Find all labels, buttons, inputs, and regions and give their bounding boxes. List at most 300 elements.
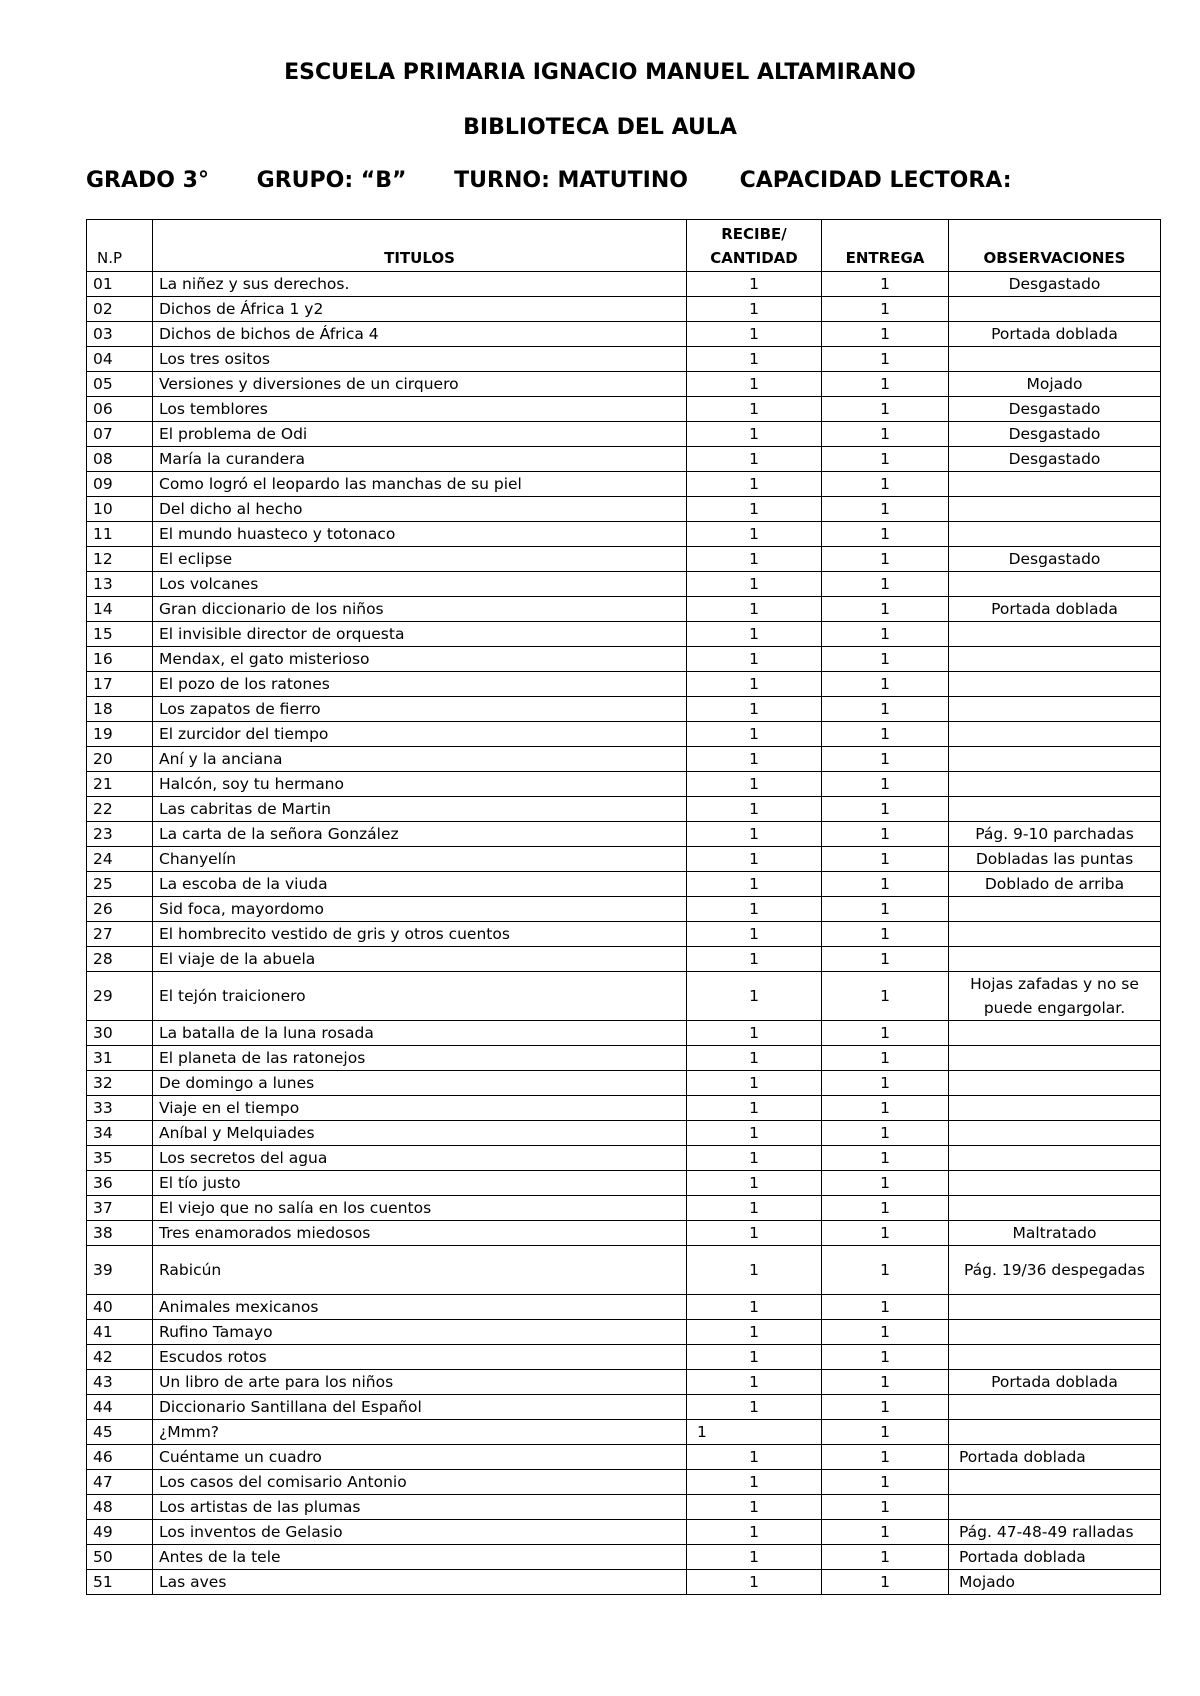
book-title: Halcón, soy tu hermano: [153, 772, 687, 797]
row-number: 07: [87, 422, 153, 447]
table-row: [87, 472, 1161, 497]
table-row: [87, 1495, 1161, 1520]
observation-cell: [949, 1146, 1161, 1171]
delivery-cell: 1: [822, 772, 949, 797]
row-number: 46: [87, 1445, 153, 1470]
observation-cell: [949, 722, 1161, 747]
quantity-cell: 1: [687, 1445, 822, 1470]
observation-cell: [949, 672, 1161, 697]
delivery-cell: 1: [822, 872, 949, 897]
row-number: 30: [87, 1021, 153, 1046]
observation-cell: Pág. 19/36 despegadas: [949, 1246, 1161, 1295]
row-number: 44: [87, 1395, 153, 1420]
book-title: Escudos rotos: [153, 1345, 687, 1370]
quantity-cell: 1: [687, 322, 822, 347]
book-title: El eclipse: [153, 547, 687, 572]
delivery-cell: 1: [822, 1046, 949, 1071]
table-row: [87, 922, 1161, 947]
quantity-cell: 1: [687, 1096, 822, 1121]
book-title: Los secretos del agua: [153, 1146, 687, 1171]
delivery-cell: 1: [822, 922, 949, 947]
class-info: [86, 168, 1012, 193]
row-number: 12: [87, 547, 153, 572]
quantity-cell: 1: [687, 897, 822, 922]
observation-cell: [949, 1046, 1161, 1071]
observation-cell: [949, 947, 1161, 972]
row-number: 20: [87, 747, 153, 772]
quantity-cell: 1: [687, 1470, 822, 1495]
quantity-cell: 1: [687, 1146, 822, 1171]
observation-cell: [949, 1395, 1161, 1420]
table-row: [87, 1395, 1161, 1420]
book-title: Los artistas de las plumas: [153, 1495, 687, 1520]
delivery-cell: 1: [822, 322, 949, 347]
row-number: 35: [87, 1146, 153, 1171]
col-observations-header: OBSERVACIONES: [949, 220, 1161, 272]
observation-cell: [949, 647, 1161, 672]
row-number: 42: [87, 1345, 153, 1370]
observation-cell: [949, 1345, 1161, 1370]
observation-cell: Dobladas las puntas: [949, 847, 1161, 872]
delivery-cell: 1: [822, 297, 949, 322]
table-row: [87, 1545, 1161, 1570]
row-number: 06: [87, 397, 153, 422]
table-row: [87, 322, 1161, 347]
table-row: [87, 1370, 1161, 1395]
observation-cell: [949, 1420, 1161, 1445]
observation-cell: [949, 1021, 1161, 1046]
delivery-cell: 1: [822, 1071, 949, 1096]
quantity-cell: 1: [687, 1545, 822, 1570]
book-title: María la curandera: [153, 447, 687, 472]
row-number: 43: [87, 1370, 153, 1395]
table-row: [87, 1320, 1161, 1345]
quantity-cell: 1: [687, 297, 822, 322]
table-row: [87, 847, 1161, 872]
row-number: 36: [87, 1171, 153, 1196]
observation-cell: Pág. 47-48-49 ralladas: [949, 1520, 1161, 1545]
quantity-cell: 1: [687, 1370, 822, 1395]
table-row: [87, 1246, 1161, 1295]
table-row: [87, 372, 1161, 397]
delivery-cell: 1: [822, 1345, 949, 1370]
quantity-cell: 1: [687, 397, 822, 422]
book-title: Los inventos de Gelasio: [153, 1520, 687, 1545]
quantity-cell: 1: [687, 1221, 822, 1246]
row-number: 32: [87, 1071, 153, 1096]
table-row: [87, 522, 1161, 547]
quantity-cell: 1: [687, 1345, 822, 1370]
table-row: [87, 697, 1161, 722]
quantity-cell: 1: [687, 1295, 822, 1320]
quantity-cell: 1: [687, 922, 822, 947]
row-number: 24: [87, 847, 153, 872]
row-number: 17: [87, 672, 153, 697]
table-row: [87, 1221, 1161, 1246]
delivery-cell: 1: [822, 1121, 949, 1146]
quantity-cell: 1: [687, 872, 822, 897]
row-number: 27: [87, 922, 153, 947]
observation-cell: [949, 347, 1161, 372]
capacidad-label: CAPACIDAD LECTORA:: [739, 168, 1012, 193]
book-title: La niñez y sus derechos.: [153, 272, 687, 297]
delivery-cell: 1: [822, 1495, 949, 1520]
observation-cell: Desgastado: [949, 422, 1161, 447]
book-title: El mundo huasteco y totonaco: [153, 522, 687, 547]
table-row: [87, 547, 1161, 572]
observation-cell: [949, 472, 1161, 497]
book-title: Aníbal y Melquiades: [153, 1121, 687, 1146]
observation-cell: [949, 897, 1161, 922]
book-title: De domingo a lunes: [153, 1071, 687, 1096]
book-title: Sid foca, mayordomo: [153, 897, 687, 922]
quantity-cell: 1: [687, 722, 822, 747]
observation-cell: Doblado de arriba: [949, 872, 1161, 897]
book-title: Antes de la tele: [153, 1545, 687, 1570]
delivery-cell: 1: [822, 572, 949, 597]
delivery-cell: 1: [822, 1545, 949, 1570]
observation-cell: [949, 1470, 1161, 1495]
table-row: [87, 447, 1161, 472]
row-number: 22: [87, 797, 153, 822]
quantity-cell: 1: [687, 622, 822, 647]
quantity-cell: 1: [687, 1021, 822, 1046]
table-row: [87, 797, 1161, 822]
row-number: 23: [87, 822, 153, 847]
quantity-cell: 1: [687, 672, 822, 697]
quantity-cell: 1: [687, 847, 822, 872]
row-number: 45: [87, 1420, 153, 1445]
quantity-cell: 1: [687, 1196, 822, 1221]
observation-cell: Maltratado: [949, 1221, 1161, 1246]
book-title: Mendax, el gato misterioso: [153, 647, 687, 672]
delivery-cell: 1: [822, 1196, 949, 1221]
book-title: Los casos del comisario Antonio: [153, 1470, 687, 1495]
table-row: [87, 1295, 1161, 1320]
observation-cell: [949, 772, 1161, 797]
book-title: Gran diccionario de los niños: [153, 597, 687, 622]
row-number: 33: [87, 1096, 153, 1121]
quantity-cell: 1: [687, 472, 822, 497]
observation-cell: [949, 747, 1161, 772]
table-row: [87, 947, 1161, 972]
book-title: La carta de la señora González: [153, 822, 687, 847]
observation-cell: [949, 797, 1161, 822]
observation-cell: Pág. 9-10 parchadas: [949, 822, 1161, 847]
delivery-cell: 1: [822, 472, 949, 497]
book-title: Rufino Tamayo: [153, 1320, 687, 1345]
delivery-cell: 1: [822, 522, 949, 547]
quantity-cell: 1: [687, 1171, 822, 1196]
quantity-cell: 1: [687, 1395, 822, 1420]
library-title: BIBLIOTECA DEL AULA: [463, 115, 737, 140]
quantity-cell: 1: [687, 647, 822, 672]
delivery-cell: 1: [822, 397, 949, 422]
quantity-cell: 1: [687, 697, 822, 722]
delivery-cell: 1: [822, 747, 949, 772]
observation-cell: [949, 1096, 1161, 1121]
observation-cell: [949, 522, 1161, 547]
table-row: [87, 822, 1161, 847]
row-number: 39: [87, 1246, 153, 1295]
book-title: Versiones y diversiones de un cirquero: [153, 372, 687, 397]
book-title: Rabicún: [153, 1246, 687, 1295]
row-number: 13: [87, 572, 153, 597]
quantity-cell: 1: [687, 1570, 822, 1595]
observation-cell: Portada doblada: [949, 1445, 1161, 1470]
row-number: 26: [87, 897, 153, 922]
book-title: Los tres ositos: [153, 347, 687, 372]
row-number: 38: [87, 1221, 153, 1246]
book-title: Diccionario Santillana del Español: [153, 1395, 687, 1420]
table-row: [87, 1196, 1161, 1221]
book-title: Un libro de arte para los niños: [153, 1370, 687, 1395]
table-row: [87, 347, 1161, 372]
table-row: [87, 1445, 1161, 1470]
delivery-cell: 1: [822, 972, 949, 1021]
row-number: 28: [87, 947, 153, 972]
quantity-cell: 1: [687, 497, 822, 522]
table-row: [87, 747, 1161, 772]
book-title: El pozo de los ratones: [153, 672, 687, 697]
row-number: 19: [87, 722, 153, 747]
delivery-cell: 1: [822, 1370, 949, 1395]
quantity-cell: 1: [687, 1046, 822, 1071]
delivery-cell: 1: [822, 422, 949, 447]
table-row: [87, 1570, 1161, 1595]
book-title: El tío justo: [153, 1171, 687, 1196]
observation-cell: Portada doblada: [949, 322, 1161, 347]
col-np-header: N.P: [87, 220, 153, 272]
table-row: [87, 297, 1161, 322]
row-number: 48: [87, 1495, 153, 1520]
table-row: [87, 622, 1161, 647]
delivery-cell: 1: [822, 547, 949, 572]
quantity-cell: 1: [687, 422, 822, 447]
table-row: [87, 1171, 1161, 1196]
row-number: 10: [87, 497, 153, 522]
table-row: [87, 972, 1161, 1021]
delivery-cell: 1: [822, 1520, 949, 1545]
quantity-cell: 1: [687, 547, 822, 572]
row-number: 21: [87, 772, 153, 797]
quantity-cell: 1: [687, 1495, 822, 1520]
book-title: El problema de Odi: [153, 422, 687, 447]
book-title: La batalla de la luna rosada: [153, 1021, 687, 1046]
school-title: ESCUELA PRIMARIA IGNACIO MANUEL ALTAMIRANO: [284, 60, 916, 85]
delivery-cell: 1: [822, 447, 949, 472]
row-number: 25: [87, 872, 153, 897]
row-number: 34: [87, 1121, 153, 1146]
delivery-cell: 1: [822, 1395, 949, 1420]
table-row: [87, 647, 1161, 672]
delivery-cell: 1: [822, 272, 949, 297]
observation-cell: [949, 297, 1161, 322]
delivery-cell: 1: [822, 1295, 949, 1320]
table-row: [87, 1096, 1161, 1121]
row-number: 29: [87, 972, 153, 1021]
row-number: 08: [87, 447, 153, 472]
delivery-cell: 1: [822, 597, 949, 622]
delivery-cell: 1: [822, 1470, 949, 1495]
book-title: El planeta de las ratonejos: [153, 1046, 687, 1071]
library-table: [86, 219, 1161, 1595]
observation-cell: [949, 622, 1161, 647]
quantity-cell: 1: [687, 347, 822, 372]
row-number: 05: [87, 372, 153, 397]
book-title: Viaje en el tiempo: [153, 1096, 687, 1121]
row-number: 01: [87, 272, 153, 297]
quantity-cell: 1: [687, 447, 822, 472]
quantity-cell: 1: [687, 1520, 822, 1545]
book-title: Cuéntame un cuadro: [153, 1445, 687, 1470]
observation-cell: Portada doblada: [949, 597, 1161, 622]
table-row: [87, 1345, 1161, 1370]
delivery-cell: 1: [822, 1445, 949, 1470]
book-title: Del dicho al hecho: [153, 497, 687, 522]
quantity-cell: 1: [687, 372, 822, 397]
quantity-cell: 1: [687, 272, 822, 297]
row-number: 51: [87, 1570, 153, 1595]
book-title: La escoba de la viuda: [153, 872, 687, 897]
table-row: [87, 1470, 1161, 1495]
table-row: [87, 1021, 1161, 1046]
table-row: [87, 722, 1161, 747]
book-title: Los zapatos de fierro: [153, 697, 687, 722]
row-number: 40: [87, 1295, 153, 1320]
table-row: [87, 897, 1161, 922]
book-title: El viejo que no salía en los cuentos: [153, 1196, 687, 1221]
grupo-label: GRUPO: “B”: [256, 168, 407, 193]
delivery-cell: 1: [822, 697, 949, 722]
row-number: 31: [87, 1046, 153, 1071]
table-row: [87, 497, 1161, 522]
delivery-cell: 1: [822, 722, 949, 747]
table-row: [87, 1420, 1161, 1445]
table-row: [87, 572, 1161, 597]
row-number: 09: [87, 472, 153, 497]
delivery-cell: 1: [822, 1420, 949, 1445]
quantity-cell: 1: [687, 797, 822, 822]
table-row: [87, 1520, 1161, 1545]
quantity-cell: 1: [687, 772, 822, 797]
table-row: [87, 422, 1161, 447]
delivery-cell: 1: [822, 1096, 949, 1121]
observation-cell: [949, 1071, 1161, 1096]
quantity-cell: 1: [687, 947, 822, 972]
quantity-cell: 1: [687, 1320, 822, 1345]
book-title: Los temblores: [153, 397, 687, 422]
observation-cell: Desgastado: [949, 272, 1161, 297]
observation-cell: [949, 497, 1161, 522]
row-number: 04: [87, 347, 153, 372]
observation-cell: [949, 1121, 1161, 1146]
observation-cell: [949, 1495, 1161, 1520]
row-number: 47: [87, 1470, 153, 1495]
table-row: [87, 672, 1161, 697]
observation-cell: [949, 572, 1161, 597]
quantity-cell: 1: [687, 1071, 822, 1096]
table-row: [87, 397, 1161, 422]
delivery-cell: 1: [822, 1246, 949, 1295]
delivery-cell: 1: [822, 1570, 949, 1595]
row-number: 37: [87, 1196, 153, 1221]
delivery-cell: 1: [822, 1021, 949, 1046]
col-delivery-header: ENTREGA: [822, 220, 949, 272]
observation-cell: Portada doblada: [949, 1370, 1161, 1395]
delivery-cell: 1: [822, 847, 949, 872]
observation-cell: [949, 697, 1161, 722]
delivery-cell: 1: [822, 822, 949, 847]
row-number: 02: [87, 297, 153, 322]
observation-cell: [949, 1320, 1161, 1345]
row-number: 50: [87, 1545, 153, 1570]
row-number: 49: [87, 1520, 153, 1545]
row-number: 16: [87, 647, 153, 672]
table-row: [87, 872, 1161, 897]
quantity-cell: 1: [687, 972, 822, 1021]
row-number: 03: [87, 322, 153, 347]
delivery-cell: 1: [822, 797, 949, 822]
table-row: [87, 272, 1161, 297]
book-title: Las aves: [153, 1570, 687, 1595]
book-title: Las cabritas de Martin: [153, 797, 687, 822]
quantity-cell: 1: [687, 1246, 822, 1295]
delivery-cell: 1: [822, 1171, 949, 1196]
delivery-cell: 1: [822, 347, 949, 372]
book-title: Dichos de bichos de África 4: [153, 322, 687, 347]
book-title: El invisible director de orquesta: [153, 622, 687, 647]
observation-cell: [949, 1171, 1161, 1196]
book-title: Aní y la anciana: [153, 747, 687, 772]
observation-cell: Mojado: [949, 372, 1161, 397]
observation-cell: Mojado: [949, 1570, 1161, 1595]
observation-cell: [949, 1196, 1161, 1221]
delivery-cell: 1: [822, 947, 949, 972]
observation-cell: [949, 922, 1161, 947]
book-title: El hombrecito vestido de gris y otros cuentos: [153, 922, 687, 947]
delivery-cell: 1: [822, 1221, 949, 1246]
row-number: 41: [87, 1320, 153, 1345]
book-title: Chanyelín: [153, 847, 687, 872]
delivery-cell: 1: [822, 372, 949, 397]
delivery-cell: 1: [822, 497, 949, 522]
col-qty-header: RECIBE/ CANTIDAD: [687, 220, 822, 272]
book-title: Animales mexicanos: [153, 1295, 687, 1320]
table-header-row: [87, 220, 1161, 272]
observation-cell: Hojas zafadas y no se puede engargolar.: [949, 972, 1161, 1021]
book-title: El tejón traicionero: [153, 972, 687, 1021]
grado-label: GRADO 3°: [86, 168, 209, 193]
quantity-cell: 1: [687, 572, 822, 597]
observation-cell: [949, 1295, 1161, 1320]
delivery-cell: 1: [822, 672, 949, 697]
observation-cell: Desgastado: [949, 397, 1161, 422]
delivery-cell: 1: [822, 647, 949, 672]
book-title: Los volcanes: [153, 572, 687, 597]
book-title: El viaje de la abuela: [153, 947, 687, 972]
col-titles-header: TITULOS: [153, 220, 687, 272]
table-row: [87, 597, 1161, 622]
book-title: Tres enamorados miedosos: [153, 1221, 687, 1246]
book-title: ¿Mmm?: [153, 1420, 687, 1445]
delivery-cell: 1: [822, 1146, 949, 1171]
row-number: 15: [87, 622, 153, 647]
table-row: [87, 1121, 1161, 1146]
book-title: Dichos de África 1 y2: [153, 297, 687, 322]
delivery-cell: 1: [822, 622, 949, 647]
quantity-cell: 1: [687, 1420, 822, 1445]
